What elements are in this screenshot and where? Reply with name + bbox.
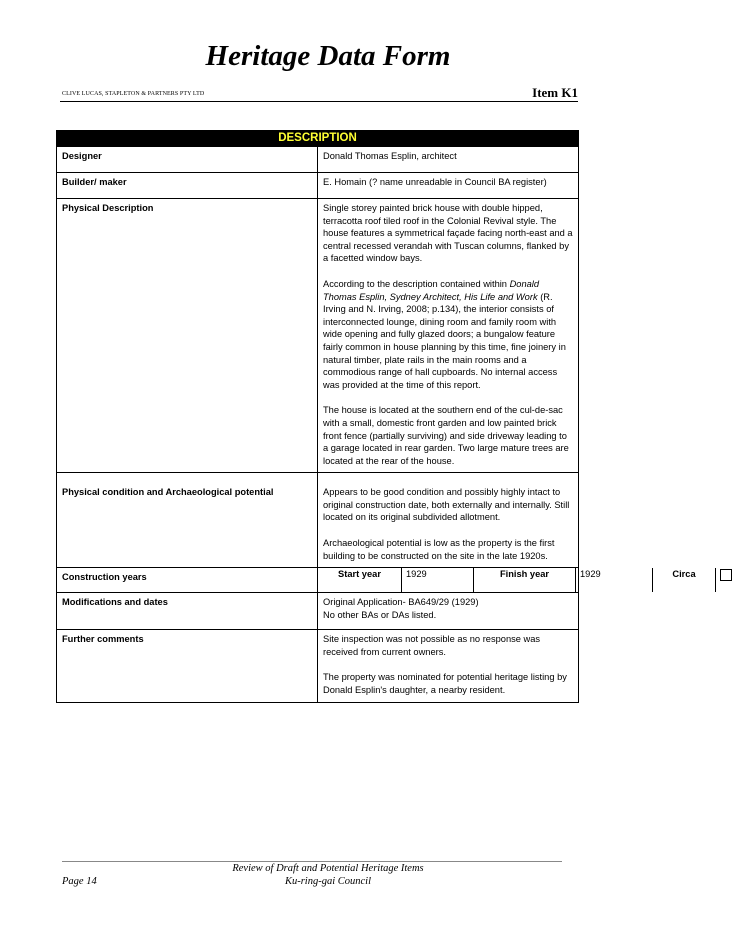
physical-description-value bbox=[318, 199, 579, 473]
circa-label: Circa bbox=[653, 568, 716, 592]
finish-year-label: Finish year bbox=[474, 568, 576, 592]
footer-council-name: Ku-ring-gai Council bbox=[284, 876, 372, 887]
modifications-value bbox=[318, 593, 579, 630]
start-year-label: Start year bbox=[338, 569, 381, 580]
page-title: Heritage Data Form bbox=[205, 40, 451, 72]
builder-label: Builder/ maker bbox=[57, 173, 318, 199]
page-number-value: 14 bbox=[86, 876, 97, 887]
finish-year-value: 1929 bbox=[576, 568, 653, 592]
condition-value bbox=[318, 473, 579, 568]
footer-document-title: Review of Draft and Potential Heritage Items bbox=[232, 863, 424, 874]
book-title: Donald Thomas Esplin, Sydney Architect, His Life and Work bbox=[323, 278, 540, 302]
designer-label: Designer bbox=[57, 147, 318, 173]
construction-years-table bbox=[318, 568, 716, 592]
condition-label: Physical condition and Archaeological potential bbox=[57, 473, 318, 568]
condition-paragraph-2: Archaeological potential is low as the property is the first building to be constructed on the site in the late 1920s. bbox=[323, 538, 555, 561]
comments-paragraph-2: The property was nominated for potential heritage listing by Donald Esplin's daughter, a nearby resident. bbox=[323, 672, 567, 696]
page-label: Page bbox=[62, 876, 84, 887]
footer-divider bbox=[62, 861, 562, 862]
physical-paragraph-1: Single storey painted brick house with double hipped, terracotta roof tiled roof in the Colonial Revival style. The house features a symmetrical façade facing north-east and a central recessed verandah with Tuscan columns, flanked by a facetted window bays. bbox=[323, 203, 573, 264]
comments-paragraph-1: Site inspection was not possible as no response was received from current owners. bbox=[323, 634, 541, 657]
page-number bbox=[62, 876, 97, 887]
physical-paragraph-3: The house is located at the southern end of the cul-de-sac with a small, domestic front garden and low painted brick front fence (partially surviving) and side driveway leading to a garage located in rear garden. Two large mature trees are located at the rear of the house. bbox=[323, 405, 569, 466]
firm-name: CLIVE LUCAS, STAPLETON & PARTNERS PTY LTD bbox=[62, 91, 205, 97]
physical-paragraph-2 bbox=[323, 278, 573, 391]
start-year-value: 1929 bbox=[402, 568, 474, 592]
circa-checkbox[interactable] bbox=[720, 569, 732, 581]
physical-p2-rest: (R. Irving and N. Irving, 2008; p.134), the interior consists of interconnected lounge, dining room and family room with wide opening and fully glazed doors; a bungalow feature fairly common in house planning by this time, fine joinery in natural timber, plate rails in the main rooms and a commodious range of hall cupboards. No internal access was provided at the time of this report. bbox=[323, 291, 566, 390]
physical-p2-lead: According to the description contained within bbox=[323, 278, 510, 289]
further-comments-value bbox=[318, 630, 579, 702]
builder-value: E. Homain (? name unreadable in Council BA register) bbox=[318, 173, 579, 199]
modifications-label: Modifications and dates bbox=[57, 593, 318, 630]
further-comments-label: Further comments bbox=[57, 630, 318, 702]
construction-years-label: Construction years bbox=[57, 568, 318, 593]
section-heading: DESCRIPTION bbox=[57, 131, 579, 147]
condition-paragraph-1: Appears to be good condition and possibly highly intact to original construction date, both externally and internally. Still located on its original subdivided allotment. bbox=[323, 487, 570, 523]
designer-value: Donald Thomas Esplin, architect bbox=[318, 147, 579, 173]
item-number: Item K1 bbox=[532, 85, 578, 100]
construction-years-cell bbox=[318, 568, 696, 593]
modifications-line-2: No other BAs or DAs listed. bbox=[323, 609, 437, 620]
header-divider bbox=[60, 101, 578, 102]
heritage-form-table bbox=[56, 130, 696, 703]
physical-description-label: Physical Description bbox=[57, 199, 318, 473]
modifications-line-1: Original Application- BA649/29 (1929) bbox=[323, 597, 479, 608]
